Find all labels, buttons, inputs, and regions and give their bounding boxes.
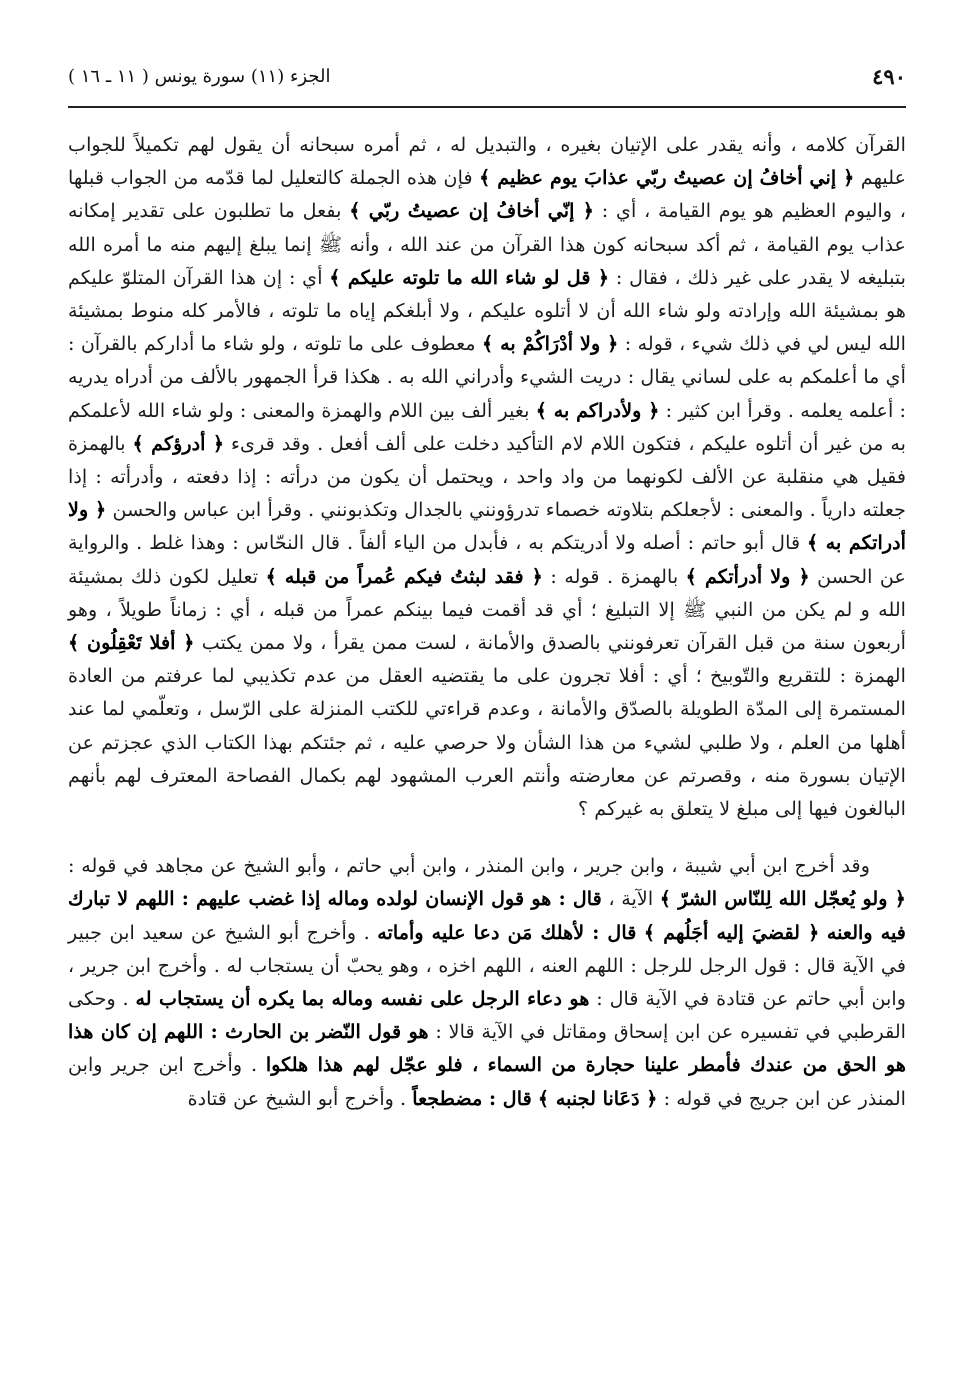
- bold-quote: ﴿ ولو يُعجّل الله لِلنّاس الشرّ ﴾: [659, 887, 906, 911]
- bold-quote: قال : هو قول الإنسان لولده وماله إذا غضب عليهم : اللهم لا تبارك فيه والعنه: [68, 887, 906, 944]
- bold-quote: ﴿ لقضيَ إليه أجَلُهم ﴾: [643, 920, 820, 944]
- text-run: معطوف على ما تلوته ، ولو شاء ما أداركم بالقرآن : أي ما أعلمكم به على لساني يقال : دريت الشيء وأدراني الله به . هكذا قرأ الجمهور بالألف من أدراه يدريه : أعلمه يعلمه . وقرأ ابن كثير :: [68, 332, 906, 422]
- body-text: [68, 128, 906, 1115]
- bold-quote: ﴿ ولا أدْرَاكُمْ به ﴾: [481, 332, 619, 356]
- text-run: وقد أخرج ابن أبي شيبة ، وابن جرير ، وابن المنذر ، وابن أبي حاتم ، وأبو الشيخ عن مجاهد في قوله :: [68, 854, 870, 878]
- text-run: بغير ألف بين اللام والهمزة والمعنى : ولو شاء الله لأعلمكم به من غير أن أتلوه عليكم ، فتكون اللام لام التأكيد دخلت على ألف أفعل . وقد قرىء: [68, 398, 906, 455]
- bold-quote: ﴿ قل لو شاء الله ما تلوته عليكم ﴾: [329, 265, 610, 289]
- header-rule: [68, 106, 906, 108]
- text-run: [636, 921, 644, 944]
- text-run: . وحكى القرطبي في تفسيره عن ابن إسحاق ومقاتل في الآية قالا :: [68, 987, 907, 1044]
- bold-quote: ﴿ فقد لبثتُ فيكم عُمراً من قبله ﴾: [265, 564, 543, 588]
- running-title: الجزء (١١) سورة يونس ( ١١ ـ ١٦ ): [68, 66, 331, 87]
- text-run: الهمزة : للتقريع والتّوبيخ ؛ أي : أفلا تجرون على ما يقتضيه العقل من عدم تكذيبي لما عرفتم من العادة المستمرة إلى المدّة الطويلة بالصدّق والأمانة ، وعدم قراءتي للكتب المنزلة على الرّسل ، وتعلّمي لما عند أهلها من العلم ، ولا طلبي لشيء من هذا الشأن ولا حرصي عليه ، ثم جئتكم بهذا الكتاب الذي عجزتم عن الإتيان بسورة منه ، وقصرتم عن معارضته وأنتم العرب المشهود لهم بكمال الفصاحة المعترف لهم بأنهم البالغون فيها إلى مبلغ لا يتعلق به غيركم ؟: [68, 664, 906, 821]
- text-run: [819, 921, 827, 944]
- text-run: . وأخرج أبو الشيخ عن سعيد ابن جبير في الآية قال : قول الرجل للرجل : اللهم العنه ، اللهم اخزه ، وهو يحبّ أن يستجاب له . وأخرج ابن جرير ، وابن أبي حاتم عن قتادة في الآية قال :: [68, 920, 906, 1011]
- page-header: [68, 62, 906, 114]
- text-run: . وأخرج أبو الشيخ عن قتادة: [187, 1086, 413, 1110]
- bold-quote: ﴿ أدرؤكم ﴾: [132, 431, 225, 455]
- bold-quote: هو دعاء الرجل على نفسه وماله بما يكره أن يستجاب له: [135, 987, 590, 1011]
- page-number: ٤٩٠: [872, 64, 906, 89]
- text-run: قال أبو حاتم : أصله ولا أدريتكم به ، فأبدل من الياء ألفاً . قال النحّاس : وهذا غلط . والرواية عن الحسن: [68, 531, 906, 588]
- paragraph: [68, 849, 906, 1115]
- paragraph: [68, 128, 906, 825]
- bold-quote: قال : لأهلك مَن دعا عليه وأماته: [377, 920, 637, 944]
- bold-quote: ﴿ ولا أدراتكم به ﴾: [68, 498, 906, 555]
- text-run: بالهمزة . قوله :: [542, 564, 686, 588]
- text-run: القرآن كلامه ، وأنه يقدر على الإتيان بغيره ، والتبديل له ، ثم أمره سبحانه أن يقول لهم تكميلاً للجواب عليهم: [68, 133, 907, 190]
- bold-quote: ﴿ ولأدراكم به ﴾: [535, 398, 660, 422]
- bold-quote: ﴿ ولا أدرأتكم ﴾: [685, 564, 810, 588]
- text-run: فإن هذه الجملة كالتعليل لما قدّمه من الجواب قبلها ، واليوم العظيم هو يوم القيامة ، أي :: [68, 166, 906, 223]
- bold-quote: هو قول النّضر بن الحارث : اللهم إن كان هذا هو الحق من عندك فأمطر علينا حجارة من السماء ، فلو عجّل لهم هذا هلكوا: [68, 1020, 906, 1077]
- text-run: الآية ،: [601, 887, 660, 911]
- bold-quote: ﴿ إنّي أخافُ إن عصيتُ ربّي ﴾: [349, 199, 595, 223]
- text-run: أي : إن هذا القرآن المتلوّ عليكم هو بمشيئة الله وإرادته ولو شاء الله أن لا أتلوه عليكم ، ولا أبلغكم إياه ما تلوته ، فالأمر كله منوط بمشيئة الله ليس لي في ذلك شيء ، قوله :: [68, 265, 907, 356]
- text-run: بالهمزة فقيل هي منقلبة عن الألف لكونهما من واد واحد ، ويحتمل أن يكون من درأته : إذا دفعته ، وأدرأته : إذا جعلته دارياً . والمعنى : لأجعلكم بتلاوته خصماء تدرؤونني بالجدال وتكذبونني . وقرأ ابن عباس والحسن: [68, 431, 906, 522]
- text-run: . وأخرج ابن جرير وابن المنذر عن ابن جريج في قوله :: [68, 1053, 906, 1110]
- bold-quote: قال : مضطجعاً: [412, 1086, 532, 1110]
- bold-quote: ﴿ دَعَانا لجنبه ﴾: [537, 1086, 658, 1110]
- bold-quote: ﴿ أفلا تَعْقِلُون ﴾: [68, 631, 195, 655]
- bold-quote: ﴿ إني أخافُ إن عصيتُ ربّي عذابَ يوم عظيم ﴾: [479, 166, 855, 190]
- text-run: بفعل ما تطلبون على تقدير إمكانه عذاب يوم القيامة ، ثم أكد سبحانه كون هذا القرآن من عند الله ، وأنه ﷺ إنما يبلغ إليهم منه ما أمره الله بتبليغه لا يقدر على غير ذلك ، فقال :: [68, 199, 907, 289]
- text-run: تعليل لكون ذلك بمشيئة الله و لم يكن من النبي ﷺ إلا التبليغ ؛ أي قد أقمت فيما بينكم عمراً من قبله ، أي : زماناً طويلاً ، وهو أربعون سنة من قبل القرآن تعرفونني بالصدق والأمانة ، لست ممن يقرأ ، ولا ممن يكتب: [68, 564, 906, 655]
